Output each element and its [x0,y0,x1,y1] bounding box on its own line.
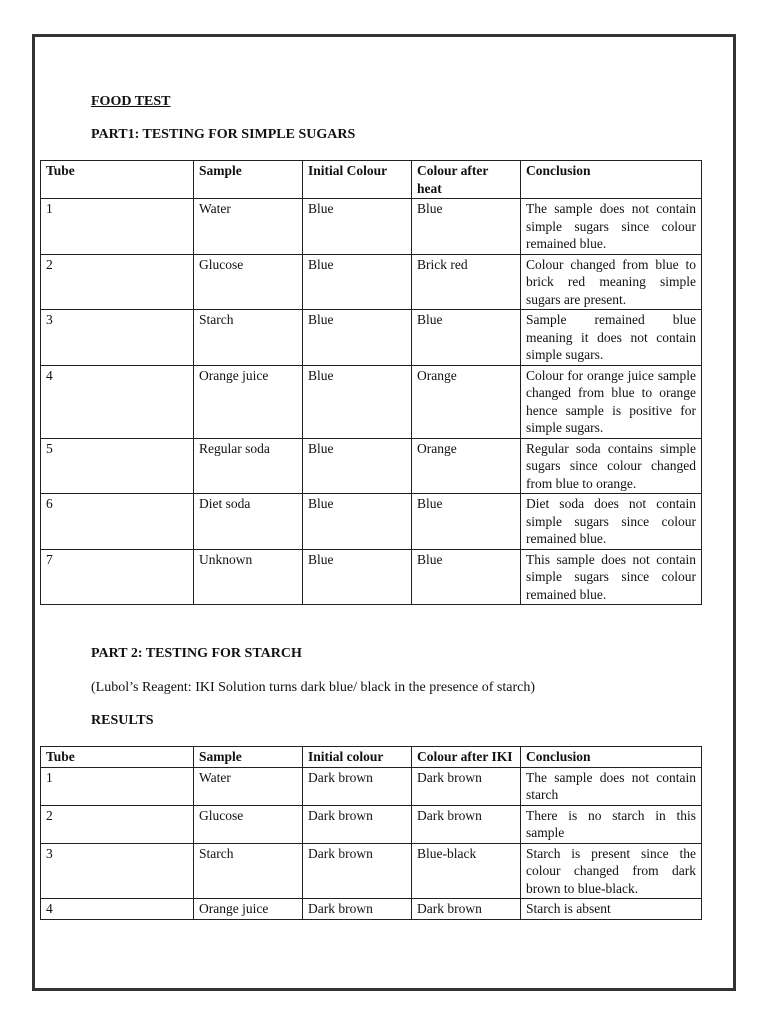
table-row [41,549,702,605]
table-row [41,843,702,899]
cell-sample: Glucose [194,254,303,310]
cell-conclusion: The sample does not contain simple sugars since colour remained blue. [521,199,702,255]
cell-initial-colour: Blue [303,549,412,605]
cell-colour-after: Blue-black [412,843,521,899]
cell-colour-after: Brick red [412,254,521,310]
cell-colour-after: Blue [412,310,521,366]
cell-initial-colour: Blue [303,365,412,438]
part2-heading: PART 2: TESTING FOR STARCH [91,646,302,661]
reagent-note: (Lubol’s Reagent: IKI Solution turns dark blue/ black in the presence of starch) [91,680,535,695]
cell-tube: 3 [41,310,194,366]
table-row [41,767,702,805]
cell-tube: 2 [41,805,194,843]
table-row [41,310,702,366]
table-row [41,199,702,255]
header-conclusion: Conclusion [521,747,702,768]
cell-conclusion: Regular soda contains simple sugars since colour changed from blue to orange. [521,438,702,494]
cell-initial-colour: Dark brown [303,843,412,899]
cell-tube: 5 [41,438,194,494]
cell-colour-after: Blue [412,199,521,255]
cell-conclusion: The sample does not contain starch [521,767,702,805]
header-sample: Sample [194,161,303,199]
cell-conclusion: Colour for orange juice sample changed from blue to orange hence sample is positive for simple sugars. [521,365,702,438]
header-colour-after: Colour after IKI [412,747,521,768]
header-tube: Tube [41,747,194,768]
cell-sample: Starch [194,843,303,899]
cell-conclusion: Sample remained blue meaning it does not contain simple sugars. [521,310,702,366]
table-row [41,899,702,920]
cell-sample: Starch [194,310,303,366]
table-header-row [41,161,702,199]
cell-tube: 3 [41,843,194,899]
cell-conclusion: There is no starch in this sample [521,805,702,843]
cell-colour-after: Dark brown [412,899,521,920]
cell-initial-colour: Blue [303,494,412,550]
cell-colour-after: Orange [412,365,521,438]
cell-sample: Unknown [194,549,303,605]
cell-tube: 1 [41,199,194,255]
table-row [41,494,702,550]
cell-initial-colour: Blue [303,199,412,255]
cell-initial-colour: Dark brown [303,805,412,843]
cell-conclusion: This sample does not contain simple sugars since colour remained blue. [521,549,702,605]
cell-colour-after: Dark brown [412,767,521,805]
table-header-row [41,747,702,768]
cell-tube: 7 [41,549,194,605]
header-initial-colour: Initial Colour [303,161,412,199]
header-conclusion: Conclusion [521,161,702,199]
table-row [41,254,702,310]
table-row [41,805,702,843]
part1-heading: PART1: TESTING FOR SIMPLE SUGARS [91,127,356,142]
cell-sample: Glucose [194,805,303,843]
cell-colour-after: Dark brown [412,805,521,843]
cell-colour-after: Blue [412,494,521,550]
starch-test-table [40,746,702,920]
cell-tube: 4 [41,365,194,438]
cell-conclusion: Starch is absent [521,899,702,920]
header-sample: Sample [194,747,303,768]
cell-tube: 4 [41,899,194,920]
results-heading: RESULTS [91,713,154,728]
cell-sample: Orange juice [194,365,303,438]
table-row [41,438,702,494]
cell-tube: 6 [41,494,194,550]
cell-conclusion: Colour changed from blue to brick red meaning simple sugars are present. [521,254,702,310]
cell-initial-colour: Dark brown [303,767,412,805]
cell-sample: Orange juice [194,899,303,920]
cell-sample: Water [194,199,303,255]
cell-sample: Regular soda [194,438,303,494]
cell-sample: Diet soda [194,494,303,550]
cell-initial-colour: Blue [303,438,412,494]
header-colour-after: Colour after heat [412,161,521,199]
cell-initial-colour: Blue [303,254,412,310]
table-row [41,365,702,438]
document-title: FOOD TEST [91,94,171,109]
cell-tube: 1 [41,767,194,805]
header-initial-colour: Initial colour [303,747,412,768]
cell-colour-after: Blue [412,549,521,605]
cell-tube: 2 [41,254,194,310]
sugar-test-table [40,160,702,605]
cell-conclusion: Diet soda does not contain simple sugars since colour remained blue. [521,494,702,550]
cell-sample: Water [194,767,303,805]
header-tube: Tube [41,161,194,199]
cell-initial-colour: Dark brown [303,899,412,920]
cell-colour-after: Orange [412,438,521,494]
cell-initial-colour: Blue [303,310,412,366]
cell-conclusion: Starch is present since the colour changed from dark brown to blue-black. [521,843,702,899]
